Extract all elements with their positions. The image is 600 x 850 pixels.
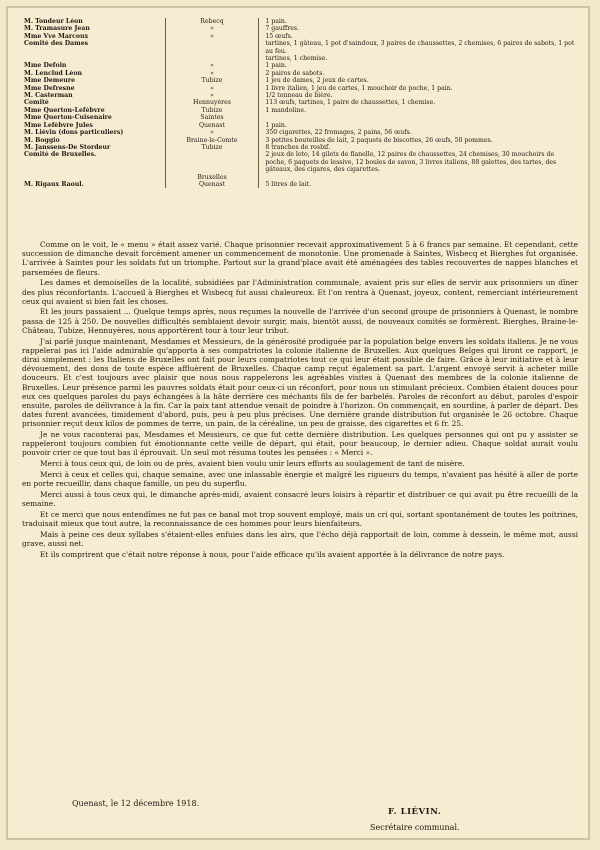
table-row xyxy=(22,151,578,173)
donor-name: M. Casterman xyxy=(22,92,165,99)
donor-name: Mme Demeure xyxy=(22,77,165,84)
table-row xyxy=(22,55,578,62)
body-paragraph: Je ne vous raconterai pas, Mesdames et Messieurs, ce que fut cette dernière distribution. Les quelques personnes qui ont pu y assister se rappeleront toujours combien fut émotionnante cette veille de départ, qui était, pour beaucoup, le dernier adieu. Chaque soldat aurait voulu pouvoir crier ce que tout bas il éprouvait. Un seul mot résuma toutes les pensées : « Merci ». xyxy=(22,430,578,458)
table-row xyxy=(22,92,578,99)
donor-name: M. Liévin (dons particuliers) xyxy=(22,129,165,136)
donor-place: Tubize xyxy=(165,144,259,151)
table-row xyxy=(22,144,578,151)
donor-place xyxy=(165,55,259,62)
table-row xyxy=(22,25,578,32)
donation-items: 2 paires de sabots. xyxy=(265,69,325,77)
donation-items: tartines, 1 chemise. xyxy=(265,55,328,63)
donor-name: Comité des Dames xyxy=(22,40,165,55)
table-row xyxy=(22,181,578,188)
donation-items: 1/2 tonneau de bière. xyxy=(265,92,333,100)
donor-name: Comité de Bruxelles. xyxy=(22,151,165,173)
donation-items: 1 pain. xyxy=(265,18,287,25)
document-page xyxy=(6,6,590,840)
donation-items: 2 jeux de loto, 14 gilets de flanelle, 12 paires de chaussettes, 24 chemises, 30 mouchoirs de poche, 6 paquets de lessive, 12 boules de savon, 3 livres italiens, 88 galettes, des tartes, des gâteaux, des cigares, des cigarettes. xyxy=(265,151,557,174)
donor-place: » xyxy=(165,70,259,77)
donor-place: Quenast xyxy=(165,122,259,129)
donor-place: » xyxy=(165,62,259,69)
donor-place: » xyxy=(165,33,259,40)
donation-items: 1 pain. xyxy=(265,62,287,70)
body-paragraph: J'ai parlé jusque maintenant, Mesdames et Messieurs, de la générosité prodiguée par la population belge envers les soldats italiens. Je ne vous rappelerai pas ici l'aide admirable qu'apporta à ses compatriotes la colonie italienne de Bruxelles. Aux quelques Belges qui liront ce rapport, je dirai simplement : les Italiens de Bruxelles ont fait pour leurs compatriotes tout ce qui leur était possible de faire. Grâce à leur initiative et à leur dévouement, des dons de toute espèce affluèrent de Bruxelles. Chaque camp reçut également sa part. L'argent envoyé servit à acheter mille douceurs. Et c'est toujours avec plaisir que nous nous rappelerons les agréables visites à Quenast des membres de la colonie italienne de Bruxelles. Leur présence parmi les pauvres soldats était pour ceux-ci un réconfort, pour nous un stimulant précieux. Combien étaient douces pour eux ces quelques paroles du pays échangées à la hâte derrière ces méchants fils de fer barbelés. Paroles de réconfort au début, paroles d'espoir ensuite, paroles de délivrance à la fin. Car la paix tant attendue venait de poindre à l'horizon. On commençait, en sourdine, à parler de départ. Des dates furent avancées, timidement d'abord, puis, peu à peu plus précises. Une dernière grande distribution fut organisée le 26 octobre. Chaque prisonnier reçut deux kilos de pommes de terre, un pain, de la céréaline, un peu de graisse, des cigarettes et 6 fr. 25. xyxy=(22,336,578,429)
donation-items xyxy=(259,114,578,121)
donor-place: Tubize xyxy=(165,107,259,114)
donor-place: Bruxelles xyxy=(165,174,259,181)
signature-role: Secrétaire communal. xyxy=(370,823,460,832)
donor-place: » xyxy=(165,25,259,32)
body-paragraph: Et les jours passaient ... Quelque temps après, nous reçumes la nouvelle de l'arrivée d'un second groupe de prisonniers à Quenast, le nombre passa de 125 à 250. De nouvelles difficultés semblaient devoir surgir, mais, bientôt aussi, de nouveaux comités se formèrent. Bierghes, Braine-le-Château, Tubize, Hennuyères, nous apportèrent tour à tour leur tribut. xyxy=(22,307,578,335)
donation-items: 7 gauffres. xyxy=(265,25,300,33)
donor-name: Mme Lefèbvre Jules xyxy=(22,122,165,129)
donation-items xyxy=(259,174,578,181)
report-body xyxy=(22,240,578,560)
body-paragraph: Et ils comprirent que c'était notre réponse à nous, pour l'aide efficace qu'ils avaient apportée à la délivrance de notre pays. xyxy=(40,549,505,559)
donor-name: Mme Querton-Lefèbvre xyxy=(22,107,165,114)
signature-date: Quenast, le 12 décembre 1918. xyxy=(72,799,200,808)
donation-items: 350 cigarettes, 22 fromages, 2 pains, 56 œufs. xyxy=(265,129,412,137)
donation-items: 1 livre italien, 1 jeu de cartes, 1 mouchoir de poche, 1 pain. xyxy=(265,84,453,92)
table-row xyxy=(22,99,578,106)
donation-items: 113 œufs, tartines, 1 paire de chaussettes, 1 chemise. xyxy=(265,99,436,107)
table-row xyxy=(22,40,578,55)
table-row xyxy=(22,70,578,77)
donor-name: M. Boggio xyxy=(22,137,165,144)
donor-place xyxy=(165,151,259,173)
donor-place xyxy=(165,40,259,55)
body-paragraph: Comme on le voit, le « menu » était assez varié. Chaque prisonnier recevait approximativement 5 à 6 francs par semaine. Et cependant, cette succession de dimanche devait forcément amener un commencement de monotonie. Une promenade à Saintes, Wisbecq et Bierghes fut organisée. L'arrivée à Saintes pour les soldats fut un triomphe. Partout sur la grand'place avait été aménagées des tables recouvertes de nappes blanches et parsemées de fleurs. xyxy=(22,240,578,277)
donor-name: M. Tondeur Léon xyxy=(22,18,165,25)
donation-items: 1 jeu de dames, 2 jeux de cartes. xyxy=(265,77,369,85)
donations-table-body xyxy=(22,18,578,188)
table-row xyxy=(22,107,578,114)
donations-table xyxy=(22,18,578,188)
donor-name: Mme Vve Marcoux xyxy=(22,33,165,40)
donor-name xyxy=(22,55,165,62)
body-paragraph: Merci à ceux et celles qui, chaque semaine, avec une inlassable énergie et malgré les rigueurs du temps, n'avaient pas hésité à aller de porte en porte recueillir, dans chaque famille, un peu du superflu. xyxy=(22,469,578,489)
body-paragraph: Mais à peine ces deux syllabes s'étaient-elles enfuies dans les airs, que l'écho déjà rapportait de loin, comme à dessein, le même mot, aussi grave, aussi net. xyxy=(22,529,578,548)
donor-place: » xyxy=(165,85,259,92)
donation-items: 1 pain. xyxy=(265,121,287,129)
donor-name: Mme Querton-Cuisenaire xyxy=(22,114,165,121)
donor-name: Mme Defoin xyxy=(22,62,165,69)
donor-place: Saintes xyxy=(165,114,259,121)
body-paragraph: Les dames et demoiselles de la localité, subsidiées par l'Administration communale, avaient pris sur elles de servir aux prisonniers un dîner des plus réconfortants. L'accueil à Bierghes et Wisbecq fut aussi chaleureux. Et l'on rentra à Quenast, joyeux, content, remerciant intérieurement ceux qui avaient si bien fait les choses. xyxy=(22,278,578,306)
table-row xyxy=(22,33,578,40)
table-row xyxy=(22,62,578,69)
table-row xyxy=(22,114,578,121)
donor-name: M. Lenclud Léon xyxy=(22,70,165,77)
table-row xyxy=(22,85,578,92)
donation-items: 5 litres de lait. xyxy=(265,180,312,188)
table-row xyxy=(22,137,578,144)
donor-name: M. Tramasure Jean xyxy=(22,25,165,32)
donation-items: tartines, 1 gâteau, 1 pot d'saindoux, 3 paires de chaussettes, 2 chemises, 6 paires de sabots, 1 pot au feu. xyxy=(265,40,575,55)
donor-place: Tubize xyxy=(165,77,259,84)
table-row xyxy=(22,18,578,25)
donor-place: Rebecq xyxy=(165,18,259,25)
donation-items: 1 mandoline. xyxy=(265,106,307,114)
body-paragraph: Et ce merci que nous entendîmes ne fut pas ce banal mot trop souvent employé, mais un cri qui, sortant spontanément de toutes les poitrines, traduisait mieux que tout autre, la reconnaissance de ces hommes pour leurs bienfaiteurs. xyxy=(22,509,578,528)
donation-items: 15 œufs. xyxy=(265,32,293,40)
donation-items: 8 tranches de rosbif. xyxy=(265,143,331,151)
donor-name: Mme Defresne xyxy=(22,85,165,92)
donation-items: 3 petites bouteilles de lait, 2 paquets de biscottes, 26 œufs, 50 pommes. xyxy=(265,136,493,144)
donor-place: Braine-le-Comte xyxy=(165,137,259,144)
donor-place: Quenast xyxy=(165,181,259,188)
donor-name: M. Janssens-De Stordeur xyxy=(22,144,165,151)
body-paragraph: Merci aussi à tous ceux qui, le dimanche après-midi, avaient consacré leurs loisirs à répartir et distribuer ce qui avait pu être recueilli de la semaine. xyxy=(22,489,578,508)
table-row xyxy=(22,129,578,136)
donor-name: M. Rigaux Raoul. xyxy=(22,181,165,188)
table-row xyxy=(22,174,578,181)
donor-name: Comité xyxy=(22,99,165,106)
table-row xyxy=(22,122,578,129)
donor-name xyxy=(22,174,165,181)
donor-place: » xyxy=(165,92,259,99)
signature-name: F. LIÉVIN. xyxy=(388,807,442,817)
donor-place: Hennuyères xyxy=(165,99,259,106)
donor-place: » xyxy=(165,129,259,136)
body-paragraph: Merci à tous ceux qui, de loin ou de près, avaient bien voulu unir leurs efforts au soulagement de tant de misère. xyxy=(40,459,465,469)
table-row xyxy=(22,77,578,84)
